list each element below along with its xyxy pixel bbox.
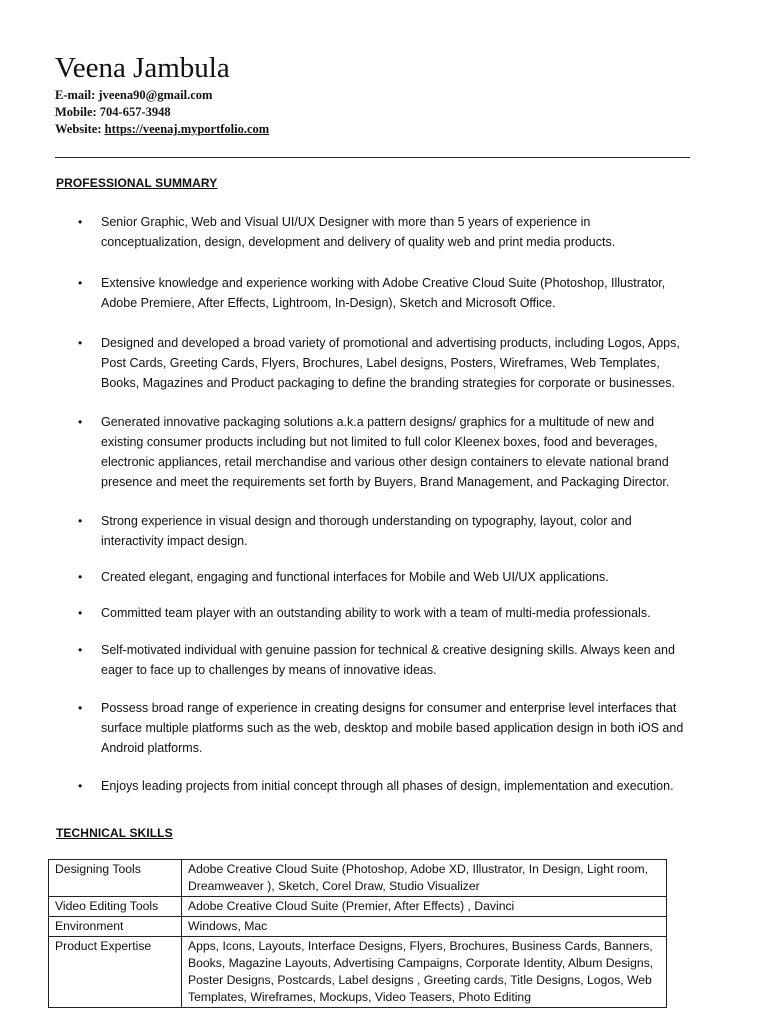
skill-category: Video Editing Tools <box>49 897 182 917</box>
mobile-line <box>55 104 171 121</box>
bullet-icon: • <box>78 779 83 793</box>
email-label: E-mail: <box>55 88 96 102</box>
email-value: jveena90@gmail.com <box>98 88 213 102</box>
skill-category: Product Expertise <box>49 937 182 1008</box>
skills-heading: TECHNICAL SKILLS <box>56 826 173 840</box>
bullet-icon: • <box>78 215 83 229</box>
bullet-icon: • <box>78 643 83 657</box>
header-divider <box>55 157 690 158</box>
mobile-label: Mobile: <box>55 105 97 119</box>
skills-table <box>48 859 667 1008</box>
table-row <box>49 897 667 917</box>
summary-item: • Possess broad range of experience in creating designs for consumer and enterprise level interfaces that surface multiple platforms such as the web, desktop and mobile based application design in both iOS and Android platforms. <box>78 698 693 758</box>
summary-item: • Enjoys leading projects from initial concept through all phases of design, implementation and execution. <box>78 776 693 796</box>
skill-value: Adobe Creative Cloud Suite (Photoshop, Adobe XD, Illustrator, In Design, Light room, Dreamweaver ), Sketch, Corel Draw, Studio Visualizer <box>182 860 667 897</box>
bullet-icon: • <box>78 415 83 429</box>
website-link[interactable]: https://veenaj.myportfolio.com <box>104 122 270 136</box>
summary-item: • Self-motivated individual with genuine passion for technical & creative designing skills. Always keen and eager to face up to challenges by means of innovative ideas. <box>78 640 693 680</box>
summary-item: • Strong experience in visual design and thorough understanding on typography, layout, color and interactivity impact design. <box>78 511 693 551</box>
candidate-name: Veena Jambula <box>55 52 230 84</box>
website-label: Website: <box>55 122 102 136</box>
table-row <box>49 860 667 897</box>
skill-value: Adobe Creative Cloud Suite (Premier, After Effects) , Davinci <box>182 897 667 917</box>
website-line <box>55 121 269 138</box>
email-line <box>55 87 212 104</box>
skill-category: Environment <box>49 917 182 937</box>
bullet-icon: • <box>78 570 83 584</box>
mobile-value: 704-657-3948 <box>99 105 171 119</box>
summary-item: • Created elegant, engaging and functional interfaces for Mobile and Web UI/UX applications. <box>78 567 693 587</box>
bullet-icon: • <box>78 701 83 715</box>
summary-item: • Senior Graphic, Web and Visual UI/UX Designer with more than 5 years of experience in conceptualization, design, development and delivery of quality web and print media products. <box>78 212 693 252</box>
bullet-icon: • <box>78 276 83 290</box>
skill-category: Designing Tools <box>49 860 182 897</box>
summary-heading: PROFESSIONAL SUMMARY <box>56 176 218 190</box>
table-row <box>49 917 667 937</box>
bullet-icon: • <box>78 514 83 528</box>
summary-item: • Extensive knowledge and experience working with Adobe Creative Cloud Suite (Photoshop, Illustrator, Adobe Premiere, After Effects, Lightroom, In-Design), Sketch and Microsoft Office. <box>78 273 693 313</box>
summary-item: • Designed and developed a broad variety of promotional and advertising products, including Logos, Apps, Post Cards, Greeting Cards, Flyers, Brochures, Label designs, Posters, Wireframes, Web Templates, Books, Magazines and Product packaging to define the branding strategies for corporate or businesses. <box>78 333 693 393</box>
summary-item: • Generated innovative packaging solutions a.k.a pattern designs/ graphics for a multitude of new and existing consumer products including but not limited to full color Kleenex boxes, food and beverages, electronic appliances, retail merchandise and various other design containers to elevate national brand presence and meet the requirements set forth by Buyers, Brand Management, and Packaging Director. <box>78 412 693 492</box>
table-row <box>49 937 667 1008</box>
skill-value: Apps, Icons, Layouts, Interface Designs, Flyers, Brochures, Business Cards, Banners, Books, Magazine Layouts, Advertising Campaigns, Corporate Identity, Album Designs, Poster Designs, Postcards, Label designs , Greeting cards, Title Designs, Logos, Web Templates, Wireframes, Mockups, Video Teasers, Photo Editing <box>182 937 667 1008</box>
skill-value: Windows, Mac <box>182 917 667 937</box>
bullet-icon: • <box>78 336 83 350</box>
bullet-icon: • <box>78 606 83 620</box>
summary-item: • Committed team player with an outstanding ability to work with a team of multi-media professionals. <box>78 603 693 623</box>
